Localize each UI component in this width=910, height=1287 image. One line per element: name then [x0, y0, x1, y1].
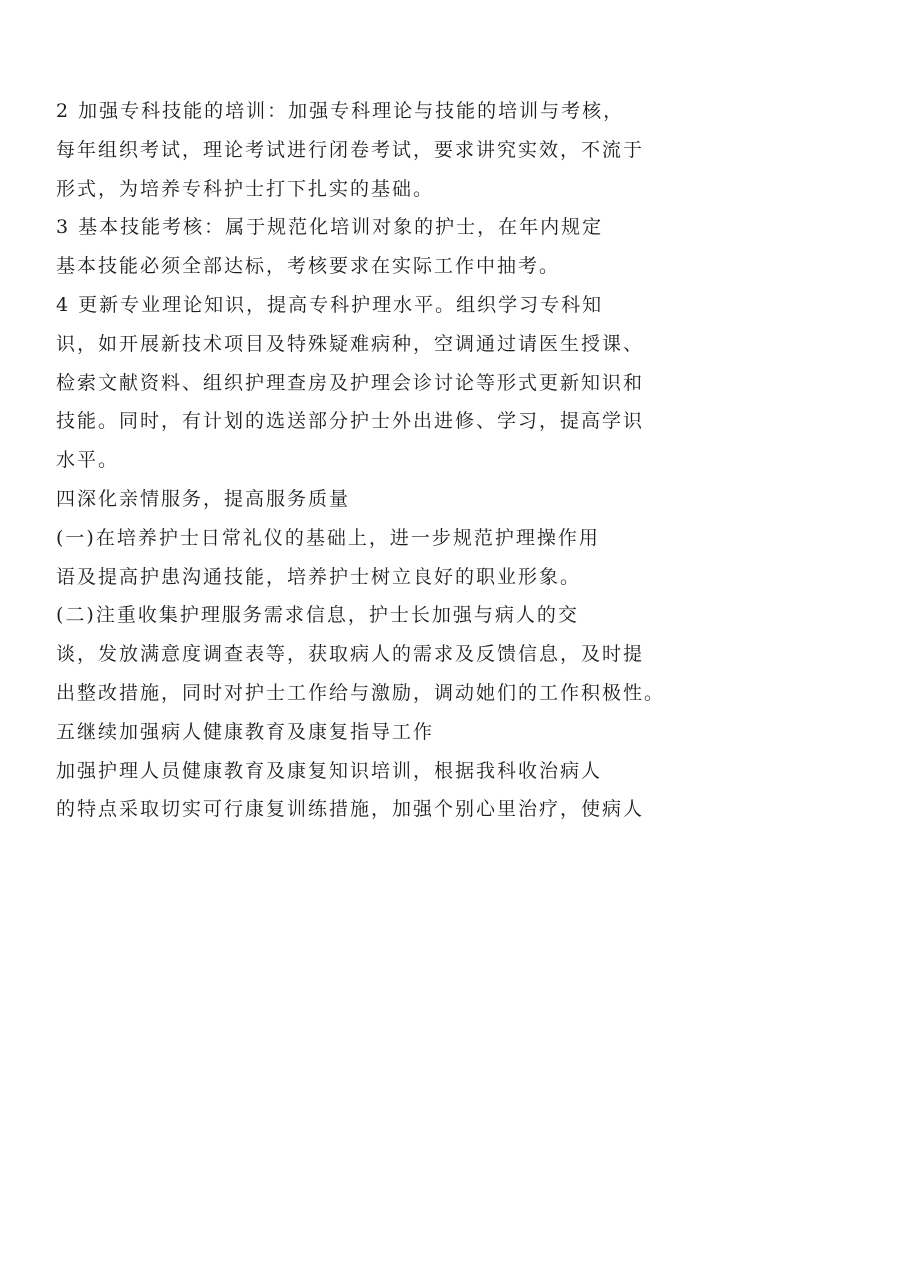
text-line: 基本技能必须全部达标，考核要求在实际工作中抽考。: [56, 255, 561, 278]
text-line: 4 更新专业理论知识，提高专科护理水平。组织学习专科知: [56, 293, 604, 316]
section-heading: 四深化亲情服务，提高服务质量: [56, 487, 351, 510]
text-line: (二)注重收集护理服务需求信息，护士长加强与病人的交: [56, 604, 579, 627]
text-line: 谈，发放满意度调查表等，获取病人的需求及反馈信息，及时提: [56, 643, 645, 666]
text-line: 技能。同时，有计划的选送部分护士外出进修、学习，提高学识: [56, 410, 645, 433]
text-line: (一)在培养护士日常礼仪的基础上，进一步规范护理操作用: [56, 526, 600, 549]
text-line: 语及提高护患沟通技能，培养护士树立良好的职业形象。: [56, 565, 582, 588]
text-line: 识，如开展新技术项目及特殊疑难病种，空调通过请医生授课、: [56, 332, 645, 355]
text-line: 每年组织考试，理论考试进行闭卷考试，要求讲究实效，不流于: [56, 138, 645, 161]
text-line: 2 加强专科技能的培训：加强专科理论与技能的培训与考核，: [56, 100, 625, 122]
text-line: 形式，为培养专科护士打下扎实的基础。: [56, 177, 435, 200]
text-line: 加强护理人员健康教育及康复知识培训，根据我科收治病人: [56, 759, 603, 782]
document-body: [56, 92, 896, 829]
text-line: 检索文献资料、组织护理查房及护理会诊讨论等形式更新知识和: [56, 371, 645, 394]
text-line: 出整改措施，同时对护士工作给与激励，调动她们的工作积极性。: [56, 681, 666, 704]
section-heading: 五继续加强病人健康教育及康复指导工作: [56, 720, 435, 743]
text-line: 3 基本技能考核：属于规范化培训对象的护士，在年内规定: [56, 216, 604, 239]
text-line: 水平。: [56, 449, 120, 472]
text-line: 的特点采取切实可行康复训练措施，加强个别心里治疗，使病人: [56, 798, 645, 821]
